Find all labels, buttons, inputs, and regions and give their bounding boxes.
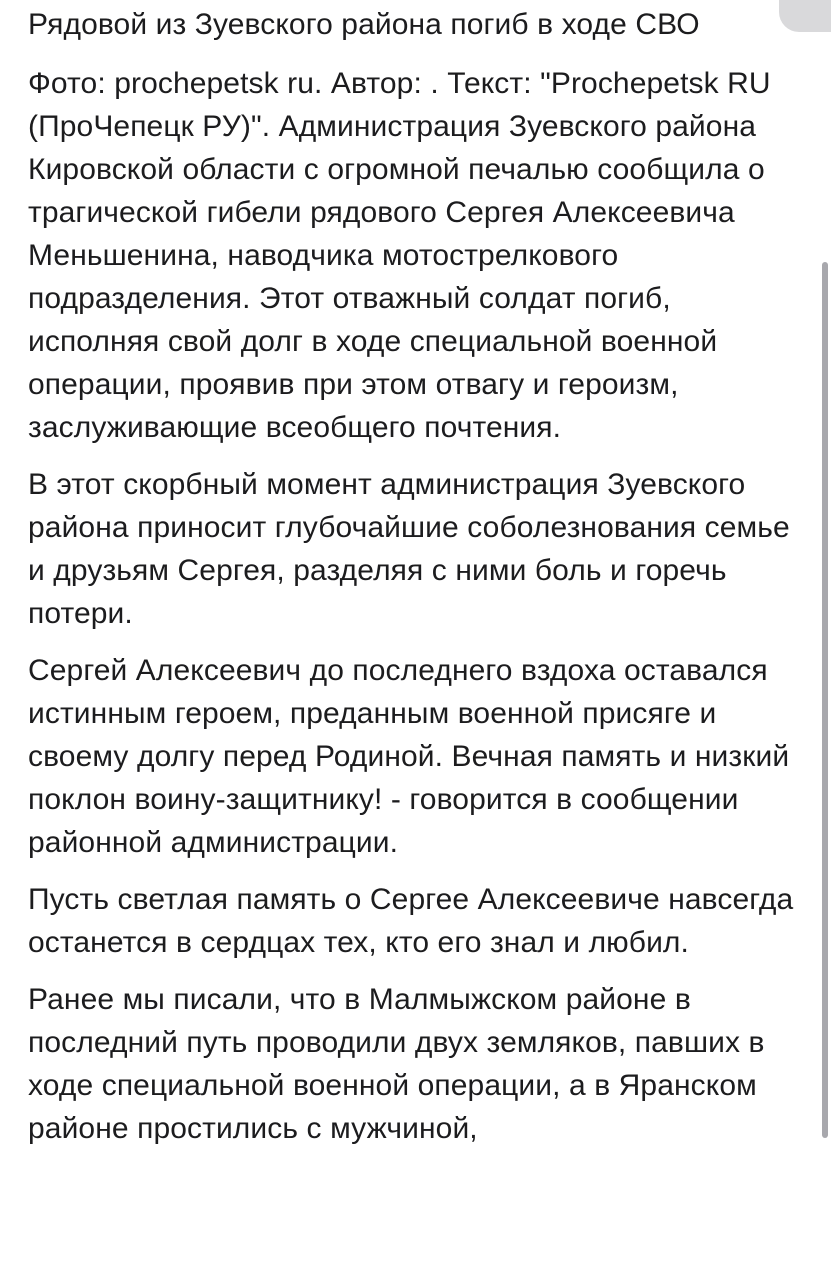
article-paragraph-hero: Сергей Алексеевич до последнего вздоха оставался истинным героем, преданным военной присяге и своему долгу перед Родиной. Вечная память и низкий поклон воину-защитнику! - говорится в сообщении районной администрации. — [28, 654, 790, 859]
article-paragraph-condolences: В этот скорбный момент администрация Зуевского района приносит глубочайшие соболезнования семье и друзьям Сергея, разделяя с ними боль и горечь потери. — [28, 468, 790, 630]
article-content — [28, 0, 803, 1150]
article-title: Рядовой из Зуевского района погиб в ходе СВО — [28, 8, 700, 41]
article-paragraph-earlier: Ранее мы писали, что в Малмыжском районе в последний путь проводили двух земляков, павших в ходе специальной военной операции, а в Яранском районе простились с мужчиной, — [28, 983, 765, 1145]
bottom-fade — [0, 1264, 831, 1280]
article-paragraph-intro: Фото: prochepetsk ru. Автор: . Текст: "Prochepetsk RU (ПроЧепецк РУ)". Администрация Зуевского района Кировской области с огромной печалью сообщила о трагической гибели рядового Сергея Алексеевича Меньшенина, наводчика мотострелкового подразделения. Этот отважный солдат погиб, исполняя свой долг в ходе специальной военной операции, проявив при этом отвагу и героизм, заслуживающие всеобщего почтения. — [28, 67, 771, 444]
scrollbar-thumb[interactable] — [822, 262, 828, 1138]
scroll-top-tab[interactable] — [779, 0, 831, 32]
article-paragraph-memory: Пусть светлая память о Сергее Алексеевиче навсегда останется в сердцах тех, кто его знал и любил. — [28, 883, 794, 959]
